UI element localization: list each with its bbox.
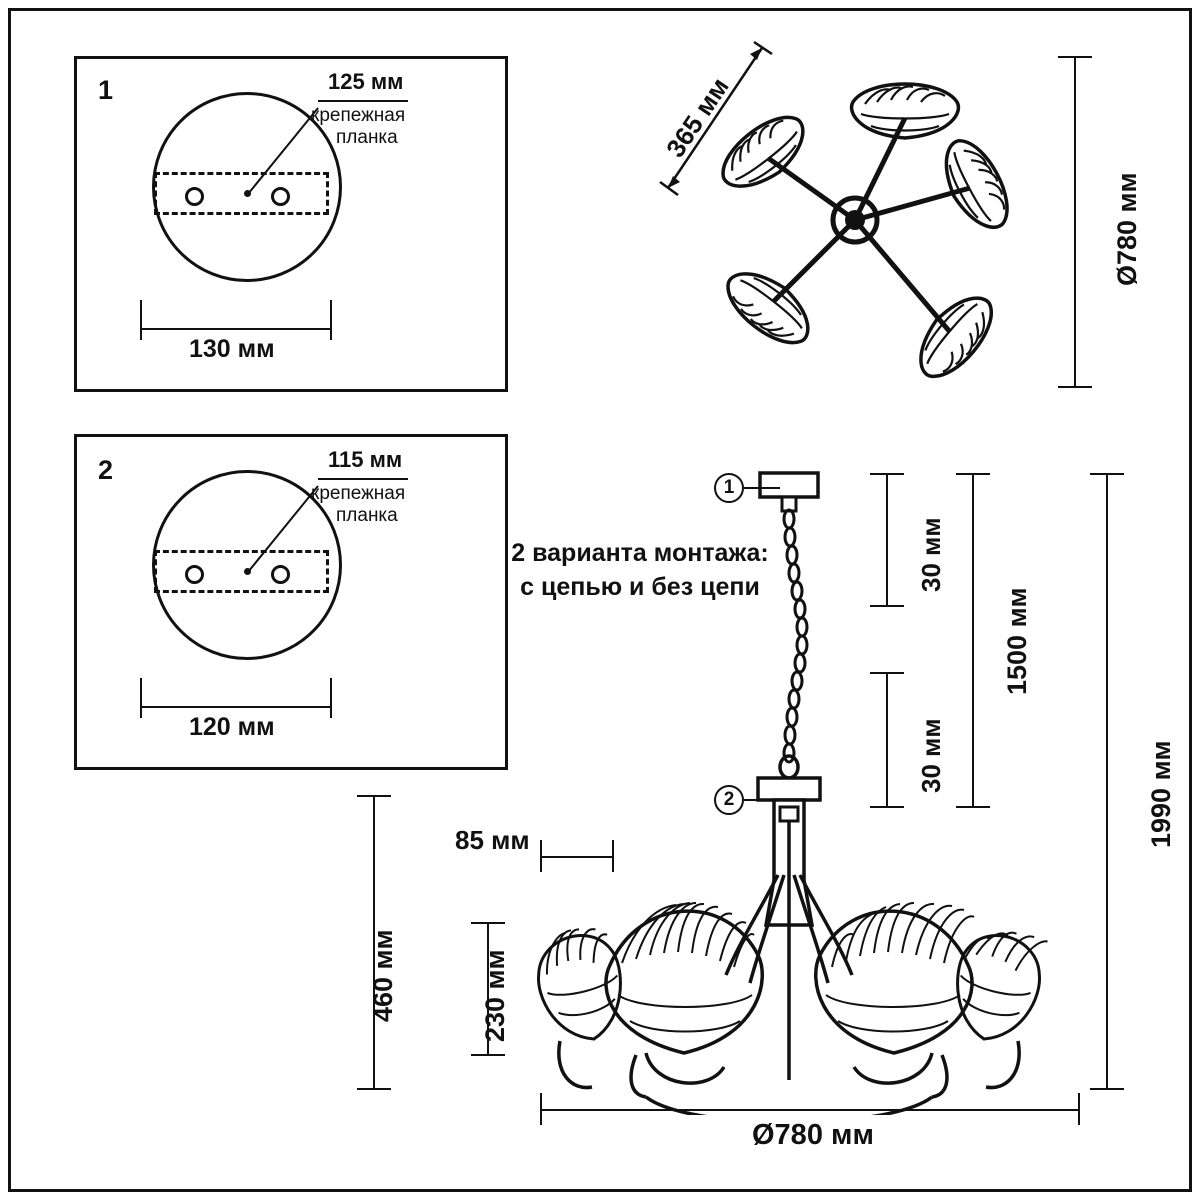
panel-2-plate-label-line2: планка (336, 505, 398, 526)
shade-offset-dim: 85 мм (455, 825, 530, 855)
panel-1-base-tick-right (330, 300, 332, 340)
cup-height-tick-bottom (870, 806, 904, 808)
panel-2-hole-left (185, 565, 204, 584)
panel-1-base-tick-left (140, 300, 142, 340)
shade-offset-tick-right (612, 840, 614, 872)
cup-height-tick-top (870, 672, 904, 674)
top-view-arm-dim: 365 мм (660, 72, 735, 163)
canopy-height-tick-bottom (870, 605, 904, 607)
panel-1-number: 1 (98, 75, 114, 105)
front-view-marker-2-line (744, 798, 764, 802)
top-view-diameter-dim: Ø780 мм (1112, 172, 1142, 286)
front-view-diameter-tick-left (540, 1093, 542, 1125)
shade-offset-dim-line (540, 856, 614, 858)
chain-total-tick-top (956, 473, 990, 475)
panel-2-base-dim: 120 мм (189, 713, 275, 741)
top-view-diameter-tick-top (1058, 56, 1092, 58)
front-view-marker-1: 1 (714, 473, 744, 503)
total-height-tick-bottom (1090, 1088, 1124, 1090)
top-view-arm-dim-line (650, 40, 780, 200)
chain-total-dim-line (972, 473, 974, 806)
panel-1-plate-label-line2: планка (336, 127, 398, 148)
total-height-dim: 1990 мм (1146, 740, 1176, 848)
canopy-height-tick-top (870, 473, 904, 475)
panel-2-plate-dim-line (318, 478, 408, 480)
front-view-marker-1-line (744, 486, 780, 490)
shade-height-tick-top (471, 922, 505, 924)
panel-1-base-dim-line (140, 328, 330, 330)
front-view-marker-2: 2 (714, 785, 744, 815)
panel-2-number: 2 (98, 455, 114, 485)
shade-height-tick-bottom (471, 1054, 505, 1056)
panel-2-plate-dim: 115 мм (328, 447, 403, 472)
top-view-diameter-tick-bottom (1058, 386, 1092, 388)
front-view-diameter-tick-right (1078, 1093, 1080, 1125)
mount-note (510, 537, 770, 605)
panel-1-plate-dim-line (318, 100, 408, 102)
panel-1-hole-left (185, 187, 204, 206)
front-view-diameter-dim-line (540, 1109, 1080, 1111)
total-height-tick-top (1090, 473, 1124, 475)
panel-2-base-dim-line (140, 706, 330, 708)
canopy-height-dim: 30 мм (916, 517, 946, 592)
panel-2-base-tick-left (140, 678, 142, 718)
panel-1-base-dim: 130 мм (189, 335, 275, 363)
top-view-diameter-dim-line (1074, 56, 1076, 386)
mount-note-line1: 2 варианта монтажа: (511, 539, 769, 567)
panel-2-base-tick-right (330, 678, 332, 718)
mount-note-line2: с цепью и без цепи (520, 572, 760, 601)
body-height-dim: 460 мм (368, 929, 398, 1022)
cup-height-dim: 30 мм (916, 718, 946, 793)
total-height-dim-line (1106, 473, 1108, 1088)
chain-total-tick-bottom (956, 806, 990, 808)
body-height-tick-top (357, 795, 391, 797)
chain-total-dim: 1500 мм (1002, 587, 1032, 695)
shade-offset-tick-left (540, 840, 542, 872)
panel-1-plate-dim: 125 мм (328, 69, 404, 94)
front-view-diameter-dim: Ø780 мм (752, 1119, 874, 1151)
cup-height-dim-line (886, 672, 888, 806)
shade-height-dim: 230 мм (480, 949, 510, 1042)
panel-2-plate-label-line1: крепежная (311, 483, 406, 504)
canopy-height-dim-line (886, 473, 888, 605)
panel-1-plate-label-line1: крепежная (311, 105, 406, 126)
body-height-tick-bottom (357, 1088, 391, 1090)
